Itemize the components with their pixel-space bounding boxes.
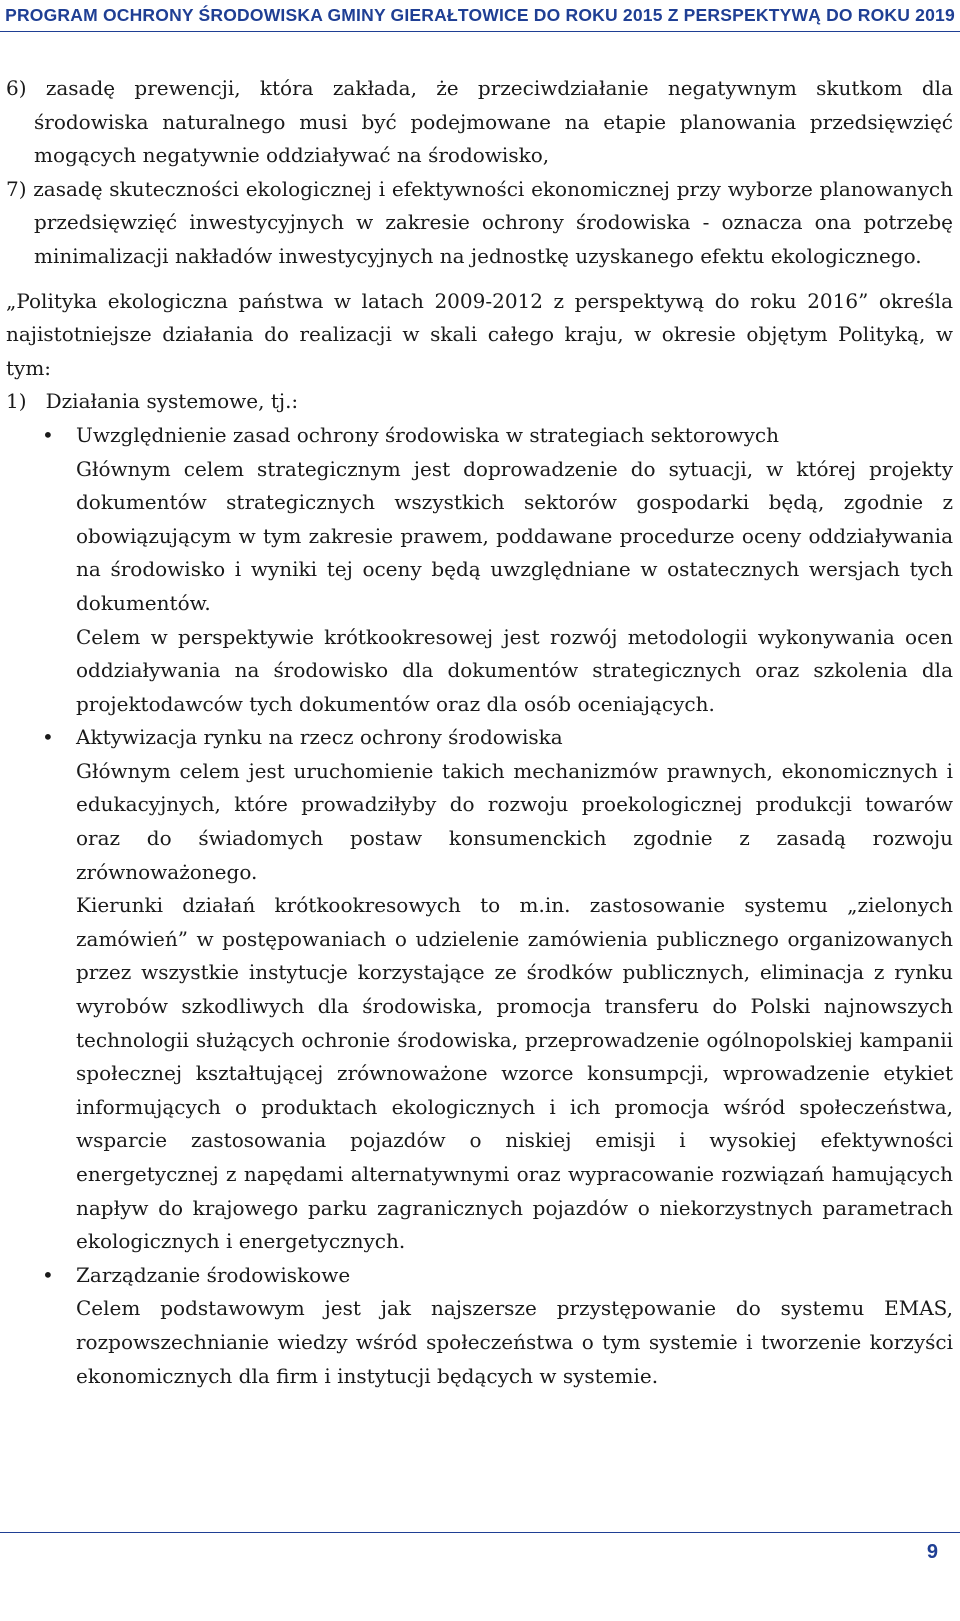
bullet-paragraph: Głównym celem jest uruchomienie takich mechanizmów prawnych, ekonomicznych i edukacyjnych, które prowadziłyby do rozwoju proekologicznej produkcji towarów oraz do świadomych postaw konsumenckich zgodnie z zasadą rozwoju zrównoważonego. — [76, 758, 953, 884]
footer-divider — [0, 1532, 960, 1533]
bullet-paragraph: Głównym celem strategicznym jest doprowadzenie do sytuacji, w której projekty dokumentów strategicznych wszystkich sektorów gospodarki będą, zgodnie z obowiązującym w tym zakresie prawem, poddawane procedurze oceny oddziaływania na środowisko i wyniki tej oceny będą uwzględniane w ostatecznych wersjach tych dokumentów. — [76, 456, 953, 615]
page-number: 9 — [926, 1541, 938, 1563]
bullet-title: Uwzględnienie zasad ochrony środowiska w strategiach sektorowych — [76, 422, 779, 447]
bullet-paragraph: Celem w perspektywie krótkookresowej jest rozwój metodologii wykonywania ocen oddziaływania na środowisko dla dokumentów strategicznych oraz szkolenia dla projektodawców tych dokumentów oraz dla osób oceniających. — [76, 624, 953, 716]
bullet-item — [6, 1259, 953, 1393]
bullet-item — [6, 419, 953, 721]
list-item: 6) zasadę prewencji, która zakłada, że przeciwdziałanie negatywnym skutkom dla środowiska naturalnego musi być podejmowane na etapie planowania przedsięwzięć mogących negatywnie oddziaływać na środowisko, — [6, 76, 953, 168]
document-title: PROGRAM OCHRONY ŚRODOWISKA GMINY GIERAŁTOWICE DO ROKU 2015 Z PERSPEKTYWĄ DO ROKU 2019 — [5, 5, 955, 25]
bullet-icon: • — [42, 725, 54, 750]
intro-paragraph: „Polityka ekologiczna państwa w latach 2009-2012 z perspektywą do roku 2016” określa najistotniejsze działania do realizacji w skali całego kraju, w okresie objętym Polityką, w tym: — [6, 288, 953, 380]
bullet-title: Zarządzanie środowiskowe — [76, 1262, 351, 1287]
bullet-paragraph: Kierunki działań krótkookresowych to m.in. zastosowanie systemu „zielonych zamówień” w postępowaniach o udzielenie zamówienia publicznego organizowanych przez wszystkie instytucje korzystające ze środków publicznych, eliminacja z rynku wyrobów szkodliwych dla środowiska, promocja transferu do Polski najnowszych technologii służących ochronie środowiska, przeprowadzenie ogólnopolskiej kampanii społecznej kształtującej zrównoważone wzorce konsumpcji, wprowadzenie etykiet informujących o produktach ekologicznych i ich promocja wśród społeczeństwa, wsparcie zastosowania pojazdów o niskiej emisji i wysokiej efektywności energetycznej z napędami alternatywnymi oraz wypracowanie rozwiązań hamujących napływ do krajowego parku zagranicznych pojazdów o niekorzystnych parametrach ekologicznych i energetycznych. — [76, 893, 953, 1254]
bullet-paragraph: Celem podstawowym jest jak najszersze przystępowanie do systemu EMAS, rozpowszechnianie wiedzy wśród społeczeństwa o tym systemie i tworzenie korzyści ekonomicznych dla firm i instytucji będących w systemie. — [76, 1296, 953, 1388]
bullet-item — [6, 721, 953, 1259]
bullet-title: Aktywizacja rynku na rzecz ochrony środowiska — [76, 725, 563, 750]
list-item: 7) zasadę skuteczności ekologicznej i efektywności ekonomicznej przy wyborze planowanych przedsięwzięć inwestycyjnych w zakresie ochrony środowiska - oznacza ona potrzebę minimalizacji nakładów inwestycyjnych na jednostkę uzyskanego efektu ekologicznego. — [6, 176, 953, 268]
bullet-icon: • — [42, 422, 54, 447]
page-header — [0, 0, 960, 32]
section-heading: 1) Działania systemowe, tj.: — [6, 389, 299, 414]
header-divider — [0, 31, 960, 32]
bullet-icon: • — [42, 1262, 54, 1287]
page-content — [6, 72, 953, 1393]
